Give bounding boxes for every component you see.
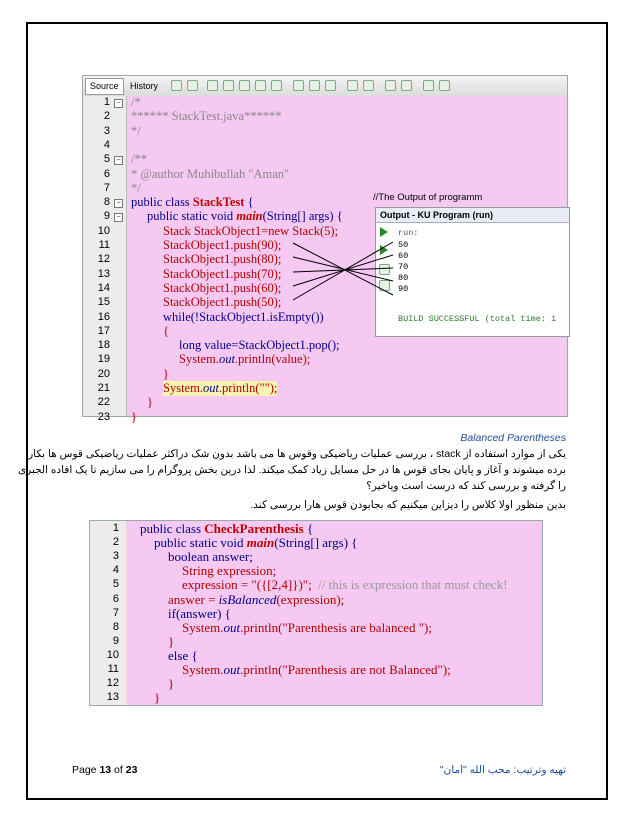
code-token: main [236,209,263,224]
line-number: 12 [97,253,110,266]
fold-toggle[interactable]: − [114,213,123,222]
line-number: 11 [98,239,110,251]
code-line [182,620,432,636]
code-token: out [218,352,235,367]
paragraph-line: بدین منظور اولا کلاس را دیزاین میکنیم که بجابودن قوس هارا بررسی کند. [250,499,566,511]
line-number: 10 [97,224,110,237]
line-number: 22 [97,396,110,409]
code-line [168,676,174,692]
output-caption: //The Output of programm [373,192,483,203]
line-number: 10 [106,648,119,661]
page-number: Page 13 of 23 [72,764,138,776]
line-number: 4 [112,564,119,577]
code-token: public class [140,521,205,536]
line-number: 6 [103,167,110,180]
line-number: 3 [103,124,110,137]
code-token: public static void [154,535,247,551]
code-token: Muhibullah "Aman" [183,166,290,181]
code-token: out [202,381,219,395]
line-number: 19 [97,353,110,366]
output-value: 70 [398,262,409,272]
code-token: String expression; [182,563,277,579]
fold-toggle[interactable]: − [114,156,123,165]
code-token: main [246,535,275,551]
code-token: boolean answer; [168,549,253,565]
code-token: .println("Parenthesis are not Balanced"); [240,662,451,677]
line-number: 1 [103,96,110,108]
code-token: */ [131,123,141,138]
line-number: 13 [106,691,119,704]
code-token: /* [131,95,141,109]
line-number: 23 [97,410,110,423]
line-number: 15 [97,296,110,309]
line-number: 7 [103,181,110,194]
code-token: .println(value); [234,352,311,367]
code-token: /** [131,152,147,167]
code-token: */ [131,180,141,195]
code-token: { [163,323,169,338]
code-token: System. [182,662,224,677]
line-number: 12 [106,677,119,690]
author-credit: تهیه وترتیب: محب الله "امان" [439,764,566,776]
code-token: * @author [131,166,184,181]
output-title: Output - KU Program (run) [376,208,570,223]
fold-toggle[interactable]: − [114,99,123,108]
line-number: 21 [97,382,110,394]
line-number: 20 [97,367,110,380]
code-token: { [303,521,314,536]
code-token: { [244,195,254,210]
code-token: Stack StackObject1=new Stack(5); [163,223,339,238]
line-number: 1 [112,522,119,534]
code-token: StackObject1.push(60); [163,280,282,295]
code-token: while(!StackObject1.isEmpty()) [163,309,324,324]
code-token: } [154,690,161,706]
code-token: .println(""); [218,381,278,395]
code-line [182,662,451,678]
code-token: ****** StackTest.java****** [131,109,282,124]
code-line [154,690,160,706]
code-token: public class [131,195,193,210]
output-build: BUILD SUCCESSFUL (total time: 1 [398,314,557,324]
line-number: 11 [107,663,119,675]
code-token: StackObject1.push(80); [163,252,282,267]
code-token: (String[] args) { [274,535,358,551]
code-token: .println("Parenthesis are balanced "); [240,619,432,635]
line-number: 5 [103,153,110,166]
code-token: System. [163,381,203,395]
line-number: 3 [112,550,119,563]
code-token: } [147,395,153,410]
code-token: // this is expression that must check! [311,577,508,593]
line-number: 2 [112,536,119,549]
line-number: 13 [97,267,110,280]
code-token: (String[] args) { [262,209,343,224]
section-title: Balanced Parentheses [460,432,566,444]
line-number: 8 [103,196,110,209]
code-token: StackObject1.push(50); [163,295,282,310]
paragraph-line: برده میشوند و آغاز و پایان بجای قوس ها در حل مسایل زیاد کمک میکند. لذا درین بخش پروگرام را می سازیم تا یک افاده الجبری [17,464,566,476]
line-number: 9 [112,634,119,647]
code-token: out [223,662,241,677]
code-token: else { [168,647,198,663]
code-token: answer = [168,591,219,607]
tab-history[interactable]: History [130,81,159,91]
code-token: if(answer) { [168,605,231,621]
line-number: 4 [103,138,110,151]
code-token: StackObject1.push(90); [163,238,282,252]
code-token: long value=StackObject1.pop(); [179,338,340,353]
line-number: 6 [112,592,119,605]
line-number: 16 [97,310,110,323]
output-run: run: [398,228,419,238]
code-token: expression = "({[2,4]})"; [182,577,312,593]
line-number: 5 [112,578,119,591]
line-number: 2 [103,110,110,123]
code-token: (expression); [276,591,345,607]
code-token: System. [182,619,224,635]
output-value: 80 [398,273,409,283]
code-token: out [223,619,241,635]
code-token: StackTest [192,195,245,210]
paragraph-line: را گرفته و بررسی کند که درست است ویاخیر؟ [366,480,566,492]
line-number: 18 [97,339,110,352]
fold-toggle[interactable]: − [114,199,123,208]
code-token: } [168,676,175,692]
tab-source[interactable]: Source [85,78,124,95]
code-token: CheckParenthesis [204,521,304,536]
code-token: isBalanced [218,591,277,607]
code-token: System. [179,352,219,367]
code-token: } [168,633,175,649]
line-number: 17 [97,324,110,337]
code-token: public static void [147,209,237,224]
paragraph-line: یکی از موارد استفاده از stack ، بررسی عملیات ریاضیکی وقوس ها می باشد بدون شک دراکثر عملیات ریاضیکی قوس ها بکار [28,448,566,460]
line-number: 7 [112,606,119,619]
line-number: 8 [112,620,119,633]
output-value: 90 [398,284,409,294]
output-value: 50 [398,240,409,250]
code-token: StackObject1.push(70); [163,266,282,281]
line-number: 14 [97,281,110,294]
line-number: 9 [103,210,110,223]
code-token: } [131,409,137,424]
output-value: 60 [398,251,409,261]
code-token: } [163,366,169,381]
